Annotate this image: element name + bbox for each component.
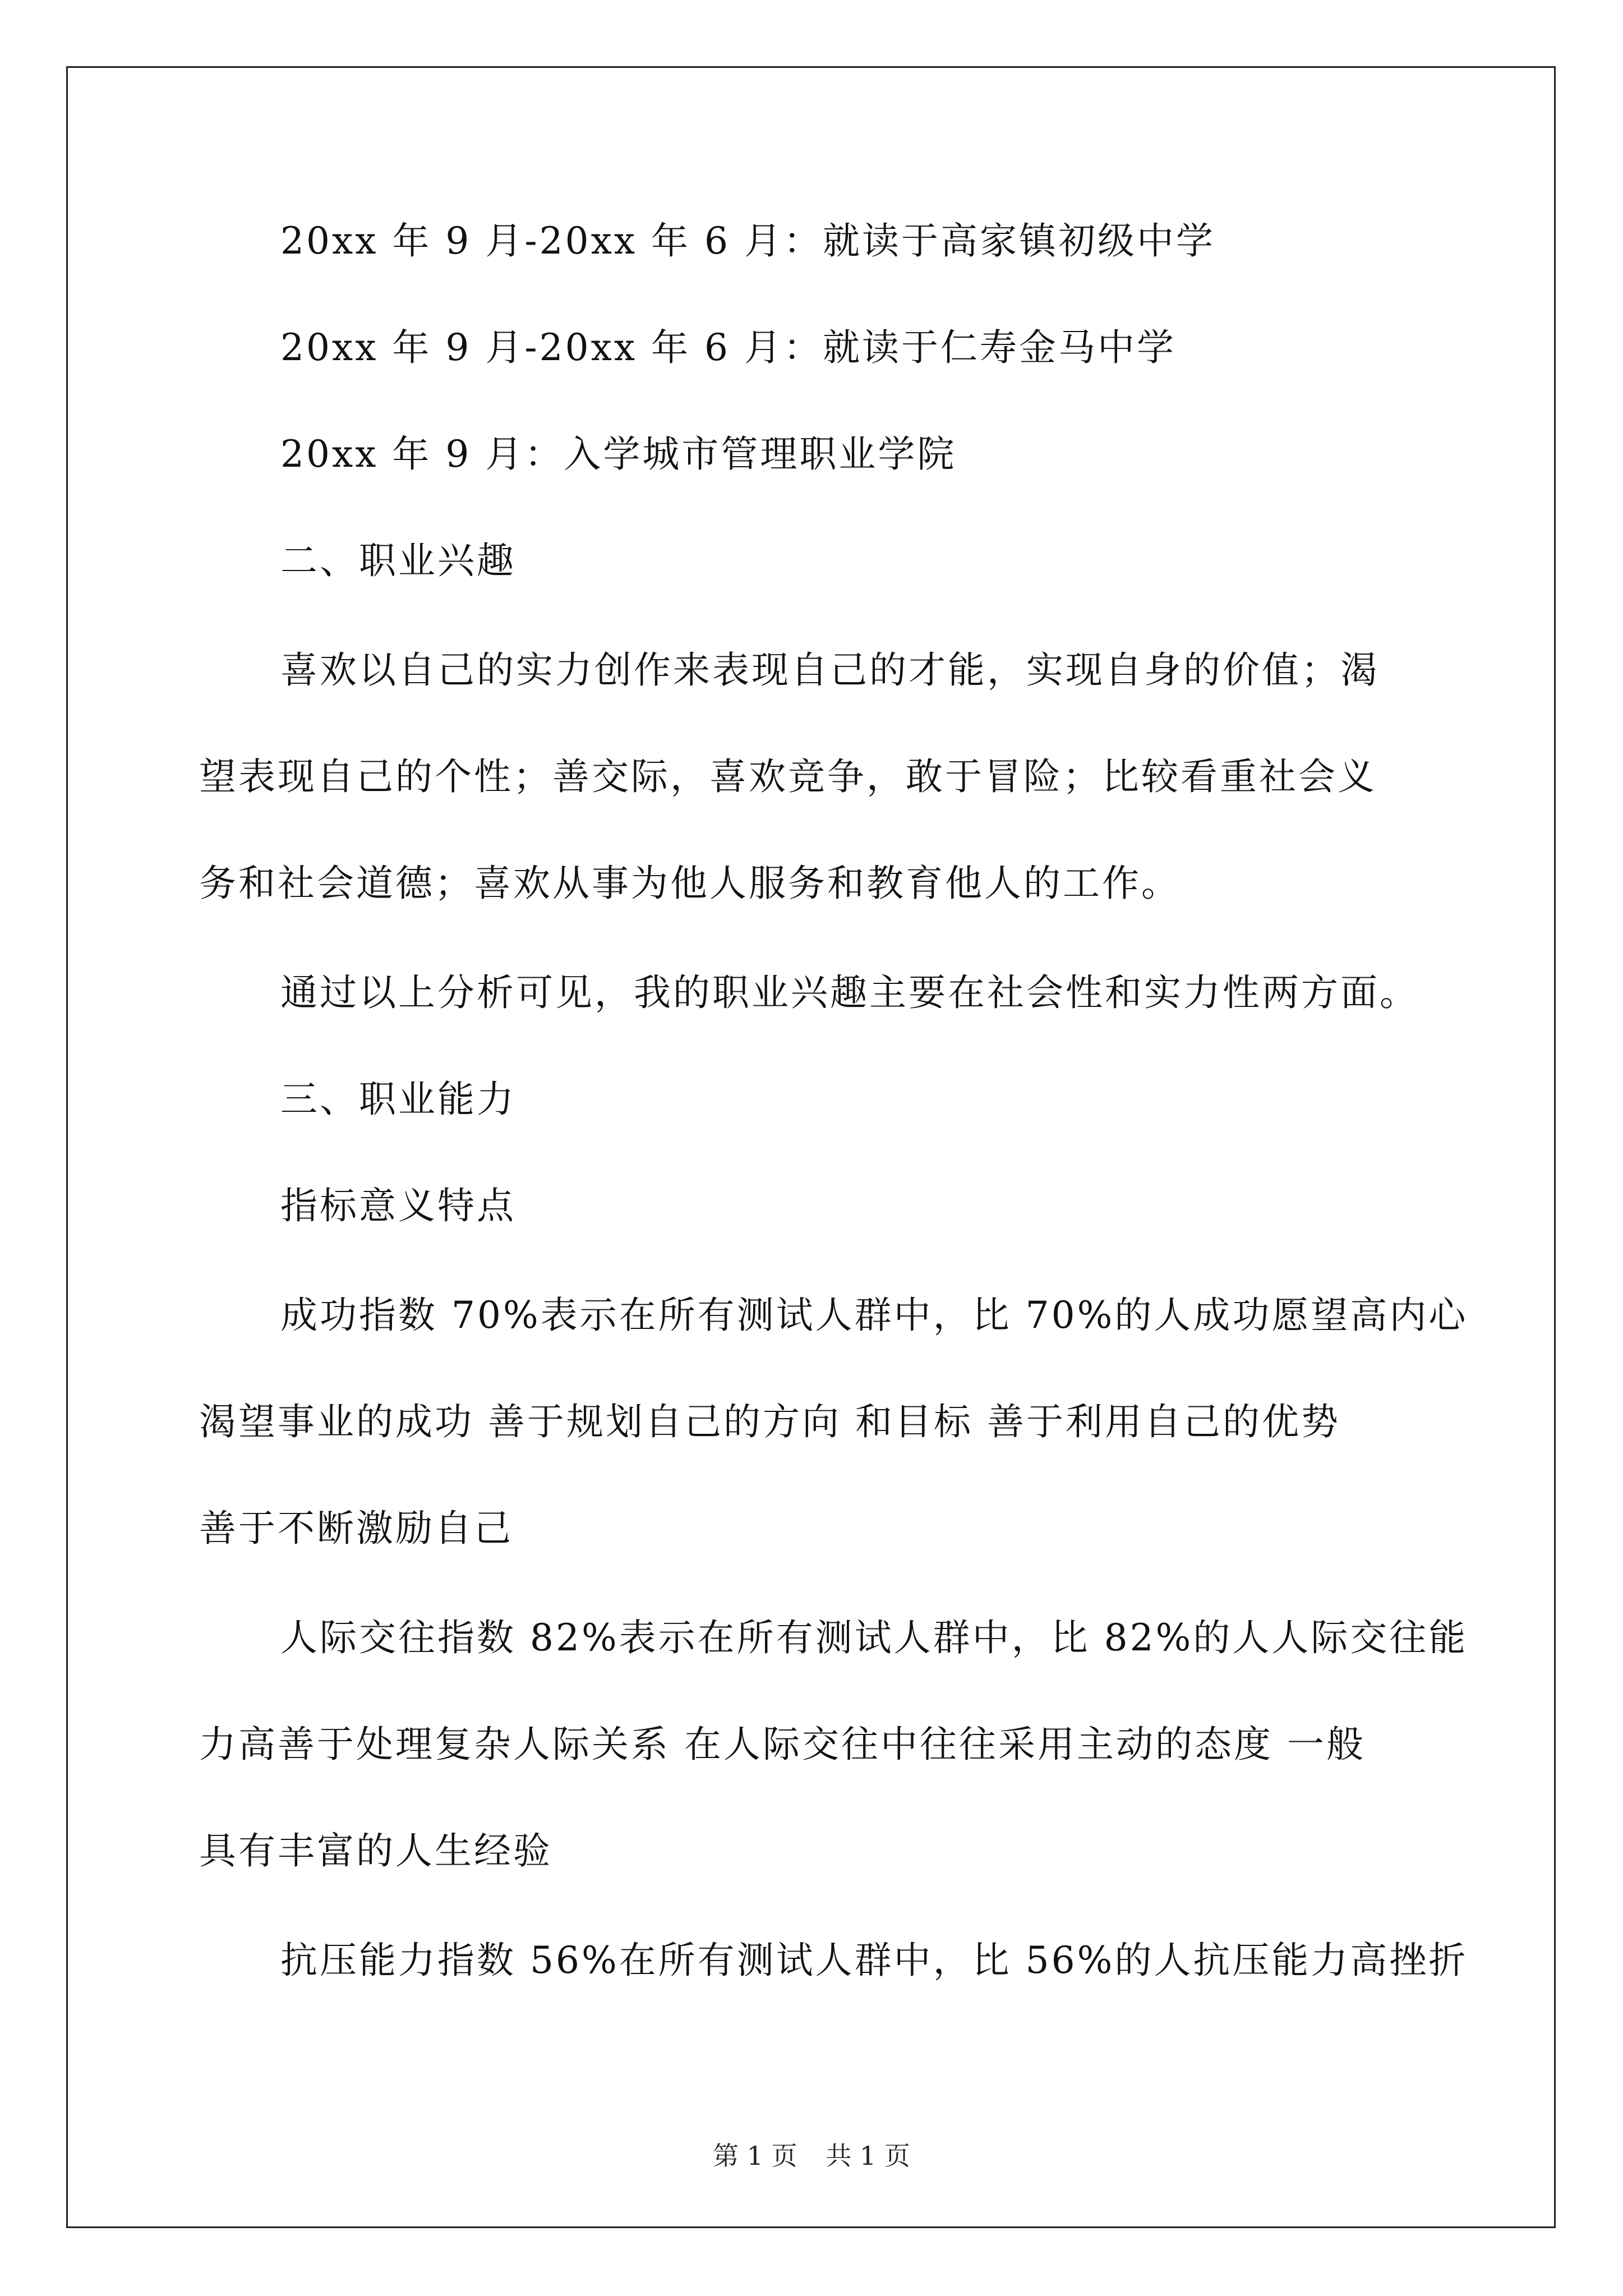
paragraph-line: 具有丰富的人生经验	[199, 1829, 552, 1872]
paragraph-line: 人际交往指数 82%表示在所有测试人群中，比 82%的人人际交往能	[280, 1616, 1468, 1659]
section-heading-interest: 二、职业兴趣	[280, 539, 516, 582]
paragraph-line: 务和社会道德；喜欢从事为他人服务和教育他人的工作。	[199, 862, 1181, 905]
paragraph-line: 成功指数 70%表示在所有测试人群中，比 70%的人成功愿望高内心	[280, 1294, 1468, 1337]
paragraph-line: 力高善于处理复杂人际关系 在人际交往中往往采用主动的态度 一般	[199, 1723, 1366, 1766]
education-line-1: 20xx 年 9 月-20xx 年 6 月：就读于高家镇初级中学	[280, 219, 1216, 263]
section-heading-ability: 三、职业能力	[280, 1078, 516, 1121]
paragraph-line: 通过以上分析可见，我的职业兴趣主要在社会性和实力性两方面。	[280, 971, 1419, 1014]
paragraph-line: 渴望事业的成功 善于规划自己的方向 和目标 善于利用自己的优势	[199, 1400, 1340, 1443]
education-line-2: 20xx 年 9 月-20xx 年 6 月：就读于仁寿金马中学	[280, 326, 1177, 369]
page-border	[66, 66, 1556, 2228]
paragraph-line: 善于不断激励自己	[199, 1507, 513, 1550]
paragraph-line: 望表现自己的个性；善交际，喜欢竞争，敢于冒险；比较看重社会义	[199, 755, 1377, 798]
page-number: 第 1 页	[713, 2141, 797, 2171]
subheading: 指标意义特点	[280, 1184, 516, 1227]
paragraph-line: 喜欢以自己的实力创作来表现自己的才能，实现自身的价值；渴	[280, 648, 1380, 692]
page-total: 共 1 页	[826, 2141, 910, 2171]
education-line-3: 20xx 年 9 月：入学城市管理职业学院	[280, 432, 957, 476]
page-footer	[0, 2140, 1623, 2171]
paragraph-line: 抗压能力指数 56%在所有测试人群中，比 56%的人抗压能力高挫折	[280, 1939, 1468, 1982]
